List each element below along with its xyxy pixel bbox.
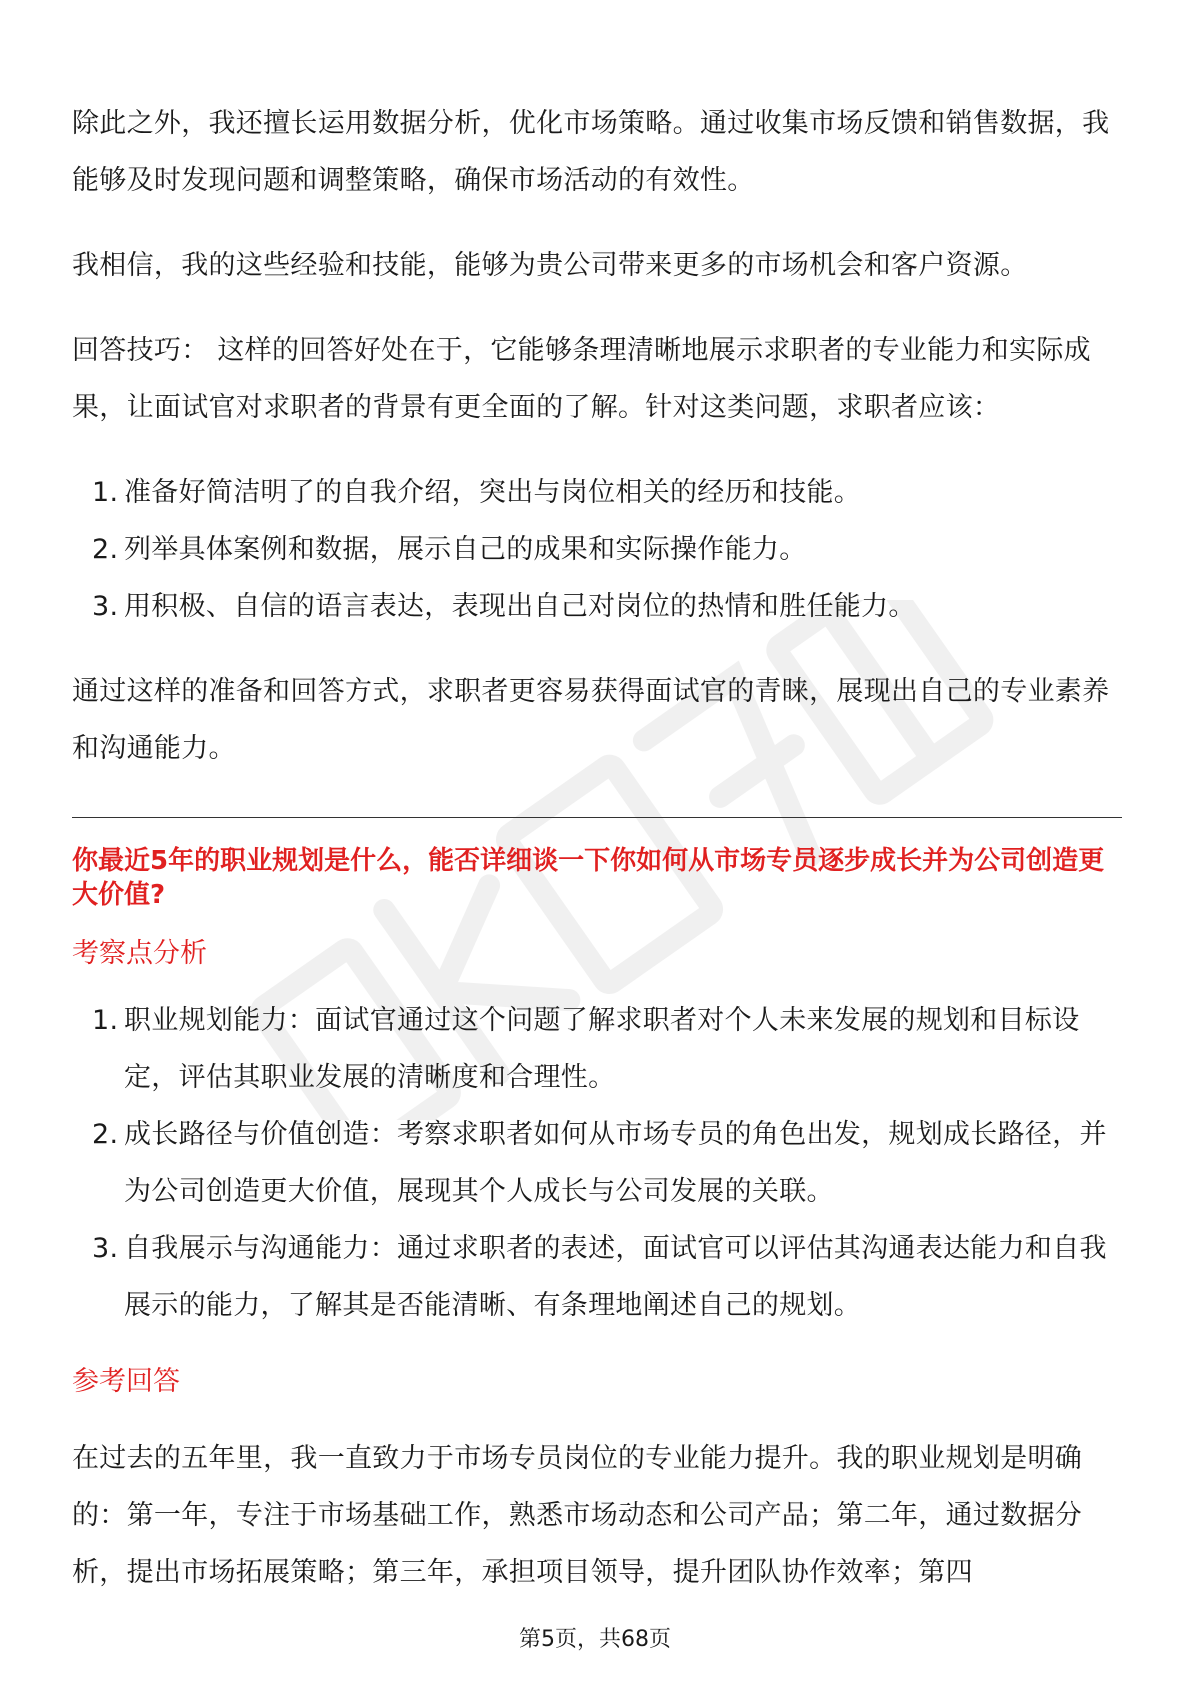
list-item	[72, 521, 1122, 578]
list-item	[72, 464, 1122, 521]
paragraph-closing: 通过这样的准备和回答方式，求职者更容易获得面试官的青睐，展现出自己的专业素养和沟通能力。	[72, 676, 1110, 764]
paragraph-data-analysis: 除此之外，我还擅长运用数据分析，优化市场策略。通过收集市场反馈和销售数据，我能够及时发现问题和调整策略，确保市场活动的有效性。	[72, 108, 1110, 196]
list-number: 1.	[92, 1005, 119, 1036]
list-item	[72, 992, 1122, 1106]
page-content	[72, 95, 1122, 1629]
list-item-text: 成长路径与价值创造：考察求职者如何从市场专员的角色出发，规划成长路径，并为公司创造更大价值，展现其个人成长与公司发展的关联。	[124, 1119, 1107, 1207]
list-number: 2.	[92, 1119, 119, 1150]
list-number: 3.	[92, 1233, 119, 1264]
list-number: 3.	[92, 591, 119, 622]
list-item-text: 准备好简洁明了的自我介绍，突出与岗位相关的经历和技能。	[124, 477, 862, 508]
list-item-text: 列举具体案例和数据，展示自己的成果和实际操作能力。	[124, 534, 807, 565]
list-item-text: 自我展示与沟通能力：通过求职者的表述，面试官可以评估其沟通表达能力和自我展示的能力，了解其是否能清晰、有条理地阐述自己的规划。	[124, 1233, 1107, 1321]
section-divider	[72, 817, 1122, 818]
analysis-heading: 考察点分析	[72, 938, 207, 969]
list-item-text: 用积极、自信的语言表达，表现出自己对岗位的热情和胜任能力。	[124, 591, 916, 622]
tips-list	[72, 464, 1122, 635]
list-item-text: 职业规划能力：面试官通过这个问题了解求职者对个人未来发展的规划和目标设定，评估其职业发展的清晰度和合理性。	[124, 1005, 1080, 1093]
interview-question: 你最近5年的职业规划是什么，能否详细谈一下你如何从市场专员逐步成长并为公司创造更大价值?	[72, 846, 1105, 910]
paragraph-belief: 我相信，我的这些经验和技能，能够为贵公司带来更多的市场机会和客户资源。	[72, 250, 1028, 281]
paragraph-reference-answer: 在过去的五年里，我一直致力于市场专员岗位的专业能力提升。我的职业规划是明确的：第一年，专注于市场基础工作，熟悉市场动态和公司产品；第二年，通过数据分析，提出市场拓展策略；第三年，承担项目领导，提升团队协作效率；第四	[72, 1443, 1083, 1588]
page-footer: 第5页，共68页	[519, 1627, 671, 1652]
answer-heading: 参考回答	[72, 1366, 180, 1397]
list-number: 1.	[92, 477, 119, 508]
paragraph-answer-tips: 回答技巧： 这样的回答好处在于，它能够条理清晰地展示求职者的专业能力和实际成果，让面试官对求职者的背景有更全面的了解。针对这类问题，求职者应该：	[72, 335, 1091, 423]
analysis-list	[72, 992, 1122, 1334]
list-item	[72, 1220, 1122, 1334]
list-number: 2.	[92, 534, 119, 565]
list-item	[72, 1106, 1122, 1220]
list-item	[72, 578, 1122, 635]
